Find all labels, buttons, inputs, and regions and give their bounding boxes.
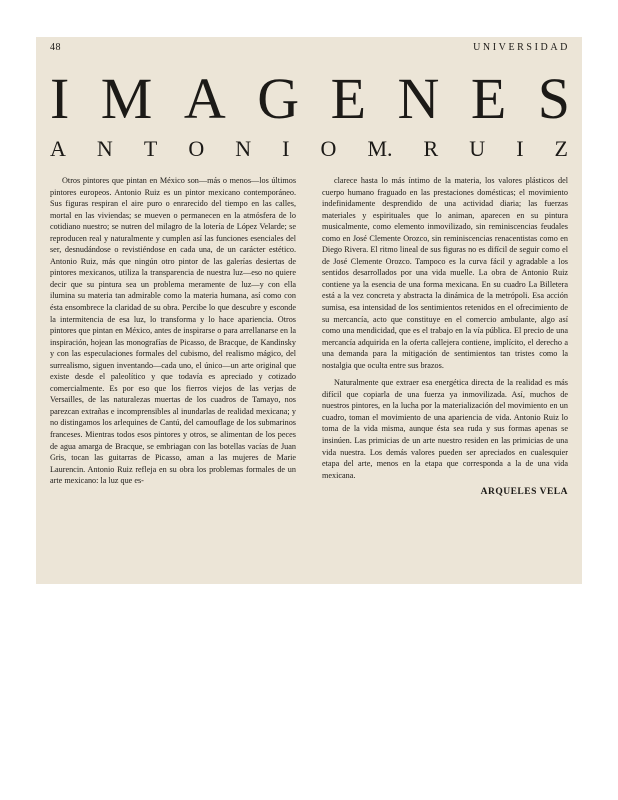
running-head: UNIVERSIDAD bbox=[473, 42, 570, 53]
title-letter: M bbox=[100, 66, 153, 131]
subtitle-letter: O bbox=[188, 136, 205, 161]
subtitle-letter: T bbox=[143, 136, 158, 161]
title-letter: A bbox=[183, 66, 226, 131]
right-column bbox=[322, 175, 568, 499]
article-subtitle bbox=[50, 136, 568, 162]
title-letter: E bbox=[330, 66, 366, 131]
title-letter: E bbox=[470, 66, 507, 131]
title-letter: S bbox=[537, 66, 570, 131]
title-letter: G bbox=[257, 66, 300, 131]
subtitle-letter: M. bbox=[367, 136, 393, 161]
subtitle-letter: U bbox=[469, 136, 486, 161]
magazine-page bbox=[36, 37, 582, 584]
subtitle-letter: O bbox=[320, 136, 337, 161]
subtitle-letter: N bbox=[235, 136, 252, 161]
subtitle-letter: I bbox=[516, 136, 524, 161]
title-letter: N bbox=[397, 66, 440, 131]
subtitle-letter: I bbox=[282, 136, 290, 161]
subtitle-letter: R bbox=[423, 136, 439, 161]
subtitle-letter: Z bbox=[554, 136, 568, 161]
body-paragraph: Otros pintores que pintan en México son—más o menos—los últimos pintores europeos. Antonio Ruiz es un pintor mexicano contemporáneo. Sus figuras respiran el aire puro o enrarecido del tiempo en las calles, mortal en las viviendas; se mueven o permanecen en la atmósfera de lo cotidiano nuestro; se nutren del milagro de la lotería de López Velarde; se reproducen real y naturalmente y cumplen así las funciones esenciales del ser, desnudándose o revistiéndose en cada una, de un carácter estético. Antonio Ruiz, más que ningún otro pintor de las galerías desiertas de pintores mexicanos, utiliza la transparencia de nuestra luz—eso no quiere decir que su pintura sea un problema meramente de luz—y con ella ilumina su materia tan admirable como la materia humana, así como con ésta ensombrece la claridad de su obra. Percibe lo que descubre y esconde la intermitencia de esa luz, lo transforma y lo hace apariencia. Otros pintores que pintan en México, antes de inspirarse o para arrellanarse en la inspiración, hojean las monografías de Picasso, de Bracque, de Kandinsky y con las especulaciones formales del cubismo, del realismo mágico, del surrealismo, siguen inventando—cada uno, el único—un arte original que existe desde el paleolítico y que todavía es apreciado y cotizado comercialmente. Es por eso que los fierros viejos de las verjas de Versailles, de las naturalezas muertas de los cuadros de Tamayo, nos parezcan extrañas e incomprensibles al inundarlas de realidad mexicana; y no distingamos los arlequines de Cantú, del camouflage de los submarinos franceses. Mientras todos esos pintores y otros, se alimentan de los peces de agua amarga de Bracque, se embriagan con las botellas vacías de Juan Gris, tocan las guitarras de Picasso, aman a las mujeres de Marie Laurencin. Antonio Ruiz refleja en su obra los problemas formales de un arte mexicano: la luz que es- bbox=[50, 176, 296, 486]
left-column bbox=[50, 175, 296, 487]
subtitle-letter: N bbox=[96, 136, 113, 161]
page-number: 48 bbox=[50, 42, 61, 53]
article-title bbox=[50, 66, 570, 131]
title-letter: I bbox=[50, 66, 70, 131]
author-signature: ARQUELES VELA bbox=[480, 487, 568, 498]
subtitle-letter: A bbox=[50, 136, 66, 161]
body-paragraph: Naturalmente que extraer esa energética directa de la realidad es más difícil que copiarla de una fuerza ya inmovilizada. Así, muchos de nuestros pintores, en la lucha por la materialización del movimiento en un cuadro, toman el movimiento de una apariencia de vida. Antonio Ruiz lo toma de la vida misma, aunque ésta sea ruda y sus formas apenas se insinúen. Las primicias de un arte nuestro residen en las primicias de una vida nuestra. Los demás valores pueden ser apreciados en cualesquier etapa del arte, menos en la etapa que corresponda a la de una vida mexicana. bbox=[322, 378, 568, 480]
body-paragraph: clarece hasta lo más íntimo de la materia, los valores plásticos del cuerpo humano fraguado en las prestaciones domésticas; el movimiento indefinidamente desprendido de una actividad diaria; las fuerzas materiales y espirituales que lo animan, aparecen en su pintura musicalmente, como elemento inmovilizado, sin reminiscencias feudales como en José Clemente Orozco, sin reminiscencias renacentistas como en Diego Rivera. El ritmo lineal de sus figuras no es difícil de seguir como el de José Clemente Orozco. Tampoco es la curva fácil y agradable a los sentidos desarrollados por una vida muelle. La obra de Antonio Ruiz contiene ya la esencia de una forma mexicana. En su cuadro La Billetera está a la vez concreta y abstracta la dinámica de la metrópoli. Esa acción sumisa, esa intensidad de los sentimientos retenidos en el ofrecimiento de su mercancía, acto que constituye en el comercio ambulante, algo así como una mendicidad, que es el trabajo en la vía pública. El precio de una mercancía adquirida en la oferta callejera contiene, implícito, el derecho a una demanda para la mitigación de sentimientos tan tristes como la nostalgia que oculta entre sus brazos. bbox=[322, 176, 568, 370]
